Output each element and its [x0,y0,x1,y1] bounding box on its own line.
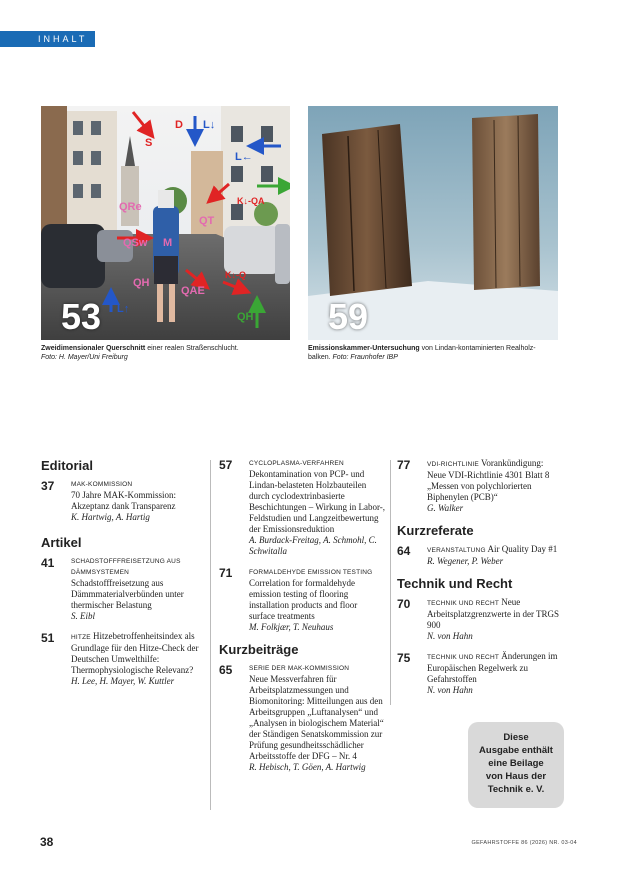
photo-credit: Foto: H. Mayer/Uni Freiburg [41,354,128,361]
journal-reference: GEFAHRSTOFFE 86 (2026) NR. 03-04 [471,840,577,846]
label-qh: QH [133,277,150,289]
entry-page: 70 [397,597,411,611]
entry-title: Air Quality Day #1 [487,544,558,554]
toc-entry[interactable] [41,556,203,622]
entry-page: 65 [219,663,233,677]
toc-column-3 [397,458,562,705]
supplement-line: Diese [503,732,529,743]
column-divider [390,460,391,705]
page-ref-number: 53 [61,296,102,337]
label-m: M [163,237,173,249]
entry-page: 37 [41,479,55,493]
section-heading: Kurzbeiträge [219,642,299,657]
supplement-notice [468,722,564,808]
toc-entry[interactable] [397,597,562,642]
entry-kicker: CYCLOPLASMA-VERFAHREN [249,460,344,467]
section-heading: Kurzreferate [397,523,474,538]
entry-kicker: HITZE [71,634,91,641]
entry-title: Vorankündigung: Neue VDI-Richtlinie 4301 Blatt 8 „Messen von polychlorierten Biphenylen (PCB)“ [427,458,550,502]
entry-title: Änderungen im Europäischen Regelwerk zu Gefahrstoffen [427,651,558,684]
label-qh-green: QH [237,311,254,323]
entry-page: 51 [41,631,55,645]
label-l-up: L↑ [117,303,130,315]
entry-kicker: TECHNIK UND RECHT [427,600,500,607]
supplement-line: Technik e. V. [487,784,545,795]
page-ref-number: 59 [328,296,369,337]
entry-kicker: SCHADSTOFFFREISETZUNG AUS DÄMMSYSTEMEN [71,558,181,576]
supplement-line: Ausgabe enthält [479,745,553,756]
wood-beams-photo [308,106,558,340]
section-heading: Editorial [41,458,94,473]
toc-entry[interactable] [397,544,562,567]
entry-authors: S. Eibl [71,611,95,621]
entry-authors: N. von Hahn [427,631,473,641]
entry-kicker: MAK-KOMMISSION [71,481,133,488]
caption-title: Emissionskammer-Untersuchung [308,345,420,352]
entry-title: Dekontamination von PCP- und Lindan-belasteten Holzbauteilen durch cyclodextrinbasierte Beschichtungen – Wirkung in Labor-, Feldstudien und Langzeitbewertung der Emissionsreduktion [249,469,386,534]
entry-kicker: TECHNIK UND RECHT [427,654,500,661]
entry-kicker: FORMALDEHYDE EMISSION TESTING [249,569,373,576]
entry-authors: R. Hebisch, T. Göen, A. Hartwig [249,762,366,772]
entry-page: 75 [397,651,411,665]
entry-authors: G. Walker [427,503,464,513]
section-heading: Technik und Recht [397,576,513,591]
entry-kicker: VERANSTALTUNG [427,547,486,554]
toc-entry[interactable] [397,651,562,696]
entry-authors: N. von Hahn [427,685,473,695]
label-qsw: QSw [123,237,148,249]
label-l-left: L← [235,151,253,163]
street-canyon-photo [41,106,290,340]
toc-entry[interactable] [219,458,385,557]
page-number: 38 [40,835,54,849]
toc-entry[interactable] [41,631,203,687]
entry-page: 41 [41,556,55,570]
entry-page: 64 [397,544,411,558]
toc-column-2 [219,458,385,782]
entry-page: 77 [397,458,411,472]
label-d: D [175,119,183,131]
label-qre: QRe [119,201,142,213]
toc-entry[interactable] [397,458,562,514]
entry-title: 70 Jahre MAK-Kommission: Akzeptanz dank Transparenz [71,490,176,511]
label-l-down: L↓ [203,119,216,131]
section-heading: Artikel [41,535,82,550]
column-divider [210,460,211,810]
entry-title: Neue Arbeitsplatzgrenzwerte in der TRGS 900 [427,597,560,630]
entry-title: Neue Messverfahren für Arbeitsplatzmessungen und Biomonitoring: Mitteilungen aus den Arbeitsgruppen „Luftanalysen“ und „Analysen in biologischem Material“ der Ständigen Senatskommission zur Prüfung gesundheitsschädlicher Arbeitsstoffe der DFG – Nr. 4 [249,674,384,761]
entry-title: Hitzebetroffenheitsindex als Grundlage für den Hitze-Check der Deutschen Umwelthilfe: Thermophysiologische Relevanz? [71,631,199,675]
supplement-line: eine Beilage [488,758,544,769]
section-tab: INHALT [0,31,95,47]
entry-authors: R. Wegener, P. Weber [427,556,504,566]
entry-authors: A. Burdack-Freitag, A. Schmohl, C. Schwitalla [249,535,377,556]
caption-text: von Lindan-kontaminierten Realholz-balken. [308,345,536,361]
entry-authors: H. Lee, H. Mayer, W. Kuttler [71,676,175,686]
entry-page: 71 [219,566,233,580]
entry-kicker: VDI-RICHTLINIE [427,461,479,468]
toc-entry[interactable] [41,479,203,523]
photo-caption [41,344,291,362]
photo-caption [308,344,558,362]
caption-title: Zweidimensionaler Querschnitt [41,345,146,352]
entry-authors: M. Folkjær, T. Neuhaus [249,622,334,632]
caption-text: einer realen Straßenschlucht. [145,345,239,352]
photo-credit: Foto: Fraunhofer IBP [332,354,398,361]
entry-page: 57 [219,458,233,472]
entry-title: Schadstofffreisetzung aus Dämmmaterialverbünden unter thermischer Belastung [71,578,184,610]
toc-entry[interactable] [219,663,385,773]
label-qt: QT [199,215,215,227]
label-k-q: K↓-Q [225,270,246,280]
label-s: S [145,137,153,149]
label-qae: QAE [181,285,205,297]
entry-authors: K. Hartwig, A. Hartig [71,512,150,522]
toc-entry[interactable] [219,566,385,633]
supplement-line: von Haus der [485,771,547,782]
toc-column-1 [41,458,203,696]
entry-kicker: SERIE DER MAK-KOMMISSION [249,665,350,672]
label-k-qa: K↓-QA [237,196,265,206]
entry-title: Correlation for formaldehyde emission testing of flooring installation products and floor surface treatments [249,578,358,621]
